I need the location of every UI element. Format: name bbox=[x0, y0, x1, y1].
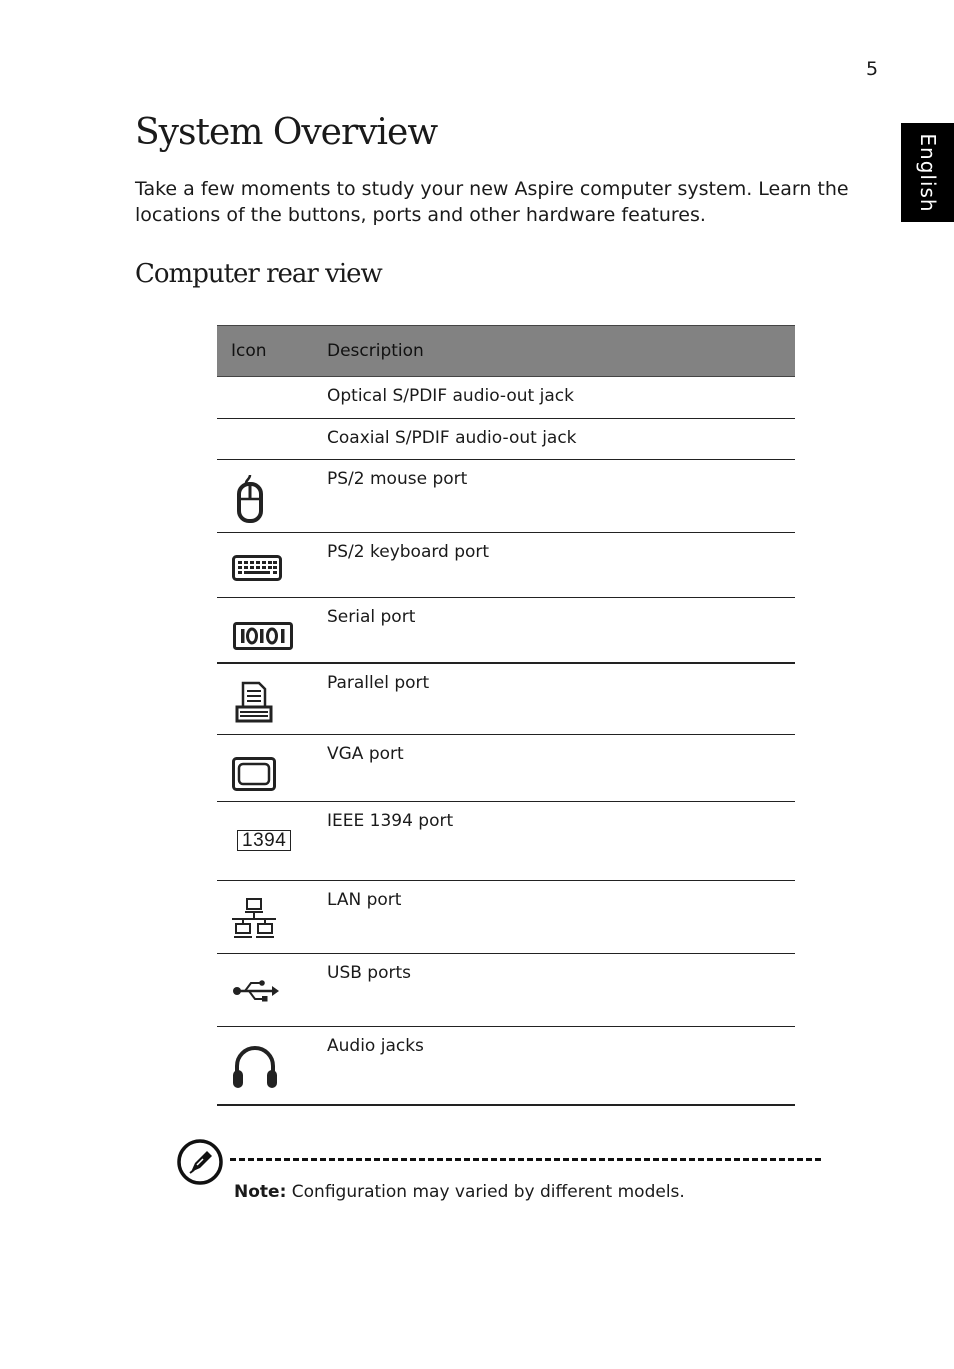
ieee1394-icon-label: 1394 bbox=[237, 830, 291, 851]
table-row bbox=[217, 954, 795, 1027]
intro-paragraph: Take a few moments to study your new Aspire computer system. Learn the locations of the buttons, ports and other hardware features. bbox=[135, 178, 849, 226]
keyboard-icon bbox=[229, 533, 327, 581]
description-cell: VGA port bbox=[327, 735, 795, 802]
headphones-icon bbox=[229, 1027, 327, 1090]
icon-cell bbox=[217, 419, 327, 460]
column-header-icon: Icon bbox=[217, 326, 327, 377]
description-cell: USB ports bbox=[327, 954, 795, 1027]
table-header-row bbox=[217, 326, 795, 377]
description-cell: PS/2 keyboard port bbox=[327, 533, 795, 598]
description-cell: Optical S/PDIF audio-out jack bbox=[327, 377, 795, 419]
ieee1394-icon bbox=[229, 802, 327, 851]
description-cell: Serial port bbox=[327, 598, 795, 663]
mouse-icon bbox=[229, 460, 327, 523]
page-number: 5 bbox=[866, 58, 879, 80]
table-row bbox=[217, 663, 795, 735]
table-row bbox=[217, 1027, 795, 1105]
usb-icon bbox=[229, 954, 327, 1004]
page-title: System Overview bbox=[135, 112, 438, 153]
icon-cell bbox=[217, 802, 327, 881]
icon-cell bbox=[217, 954, 327, 1027]
icon-cell bbox=[217, 377, 327, 419]
description-cell: Parallel port bbox=[327, 663, 795, 735]
icon-cell bbox=[217, 1027, 327, 1105]
table-row bbox=[217, 377, 795, 419]
section-title: Computer rear view bbox=[135, 259, 382, 289]
serial-port-icon bbox=[229, 598, 327, 650]
icon-cell bbox=[217, 735, 327, 802]
icon-cell bbox=[217, 598, 327, 663]
table-row bbox=[217, 735, 795, 802]
rear-view-table bbox=[217, 325, 795, 1106]
icon-cell bbox=[217, 881, 327, 954]
note-label: Note: bbox=[234, 1182, 287, 1202]
printer-icon bbox=[229, 664, 327, 723]
description-cell: Audio jacks bbox=[327, 1027, 795, 1105]
table-row bbox=[217, 460, 795, 533]
icon-cell bbox=[217, 460, 327, 533]
description-cell: LAN port bbox=[327, 881, 795, 954]
note-body: Configuration may varied by different models. bbox=[286, 1182, 685, 1202]
column-header-description: Description bbox=[327, 326, 795, 377]
network-icon bbox=[229, 881, 327, 943]
table-row bbox=[217, 419, 795, 460]
description-cell: PS/2 mouse port bbox=[327, 460, 795, 533]
description-cell: Coaxial S/PDIF audio-out jack bbox=[327, 419, 795, 460]
table-row bbox=[217, 598, 795, 663]
table-row bbox=[217, 533, 795, 598]
note-text bbox=[234, 1182, 685, 1202]
table-row bbox=[217, 881, 795, 954]
note-divider bbox=[230, 1158, 821, 1161]
language-tab bbox=[901, 123, 954, 222]
description-cell: IEEE 1394 port bbox=[327, 802, 795, 881]
note-pen-icon bbox=[176, 1138, 224, 1190]
monitor-icon bbox=[229, 735, 327, 791]
language-tab-label: English bbox=[915, 132, 940, 213]
note-section bbox=[176, 1138, 826, 1218]
icon-cell bbox=[217, 663, 327, 735]
table-row bbox=[217, 802, 795, 881]
icon-cell bbox=[217, 533, 327, 598]
